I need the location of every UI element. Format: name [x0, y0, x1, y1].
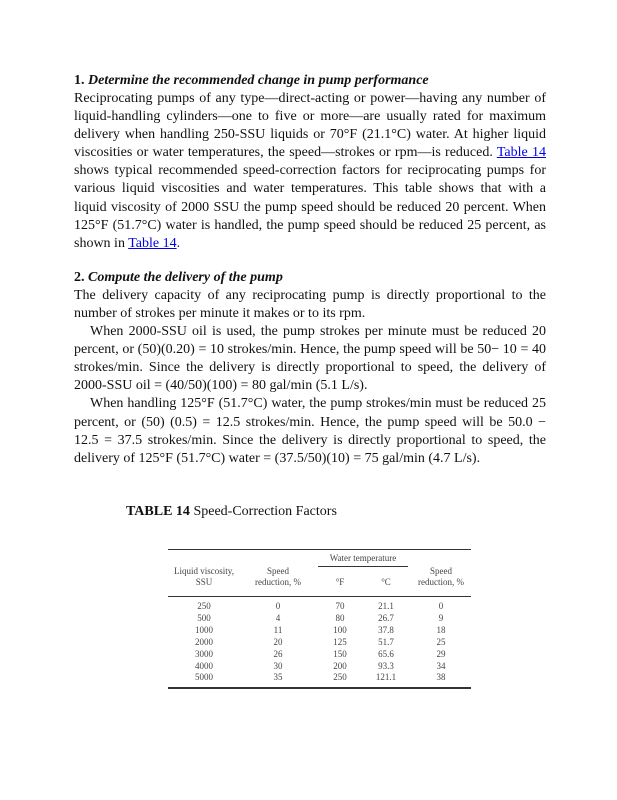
- table-group-rule: [318, 566, 408, 567]
- table-cell-celsius: 93.3: [378, 660, 394, 671]
- document-body: [74, 72, 546, 468]
- table-cell-speed-reduction-1: 0: [275, 601, 281, 611]
- table-cell-speed-reduction-2: 0: [438, 601, 444, 611]
- table-cell-speed-reduction-1: 35: [273, 672, 283, 683]
- section-1-title: Determine the recommended change in pump performance: [88, 73, 429, 88]
- col-header-viscosity-line2: SSU: [195, 577, 213, 587]
- table-cell-celsius: 121.1: [375, 672, 397, 683]
- section-2-number: 2.: [74, 269, 85, 285]
- table-cell-speed-reduction-1: 20: [273, 636, 283, 647]
- table-cell-viscosity: 4000: [195, 660, 213, 671]
- col-header-speed-reduction-1: [248, 566, 308, 588]
- table-14-link-2[interactable]: Table 14: [128, 235, 177, 251]
- col-header-fahrenheit: °F: [335, 577, 345, 587]
- col-header-speed-reduction-2-line1: Speed: [430, 566, 452, 576]
- table-cell-speed-reduction-2: 25: [436, 636, 446, 647]
- section-2-title: Compute the delivery of the pump: [88, 269, 283, 285]
- table-cell-speed-reduction-1: 11: [273, 624, 283, 635]
- col-header-speed-reduction-2: [411, 566, 471, 588]
- table-cell-fahrenheit: 250: [333, 672, 347, 683]
- table-cell-fahrenheit: 100: [333, 624, 347, 635]
- section-1-text-c: .: [176, 235, 181, 251]
- table-top-rule: [168, 549, 471, 550]
- table-cell-speed-reduction-2: 9: [438, 612, 444, 623]
- table-cell-fahrenheit: 150: [333, 648, 347, 659]
- table-header-rule: [168, 596, 471, 597]
- table-cell-fahrenheit: 125: [333, 636, 347, 647]
- table-bottom-rule: [168, 687, 471, 689]
- section-2-paragraph-3: When handling 125°F (51.7°C) water, the pump strokes/min must be reduced 25 percent, or (50) (0.5) = 12.5 strokes/min. Hence, the pump speed will be 50.0 − 12.5 = 37.5 strokes/min. Since the delivery is directly proportional to speed, the delivery of 125°F (51.7°C) water = (37.5/50)(10) = 75 gal/min (4.7 L/s).: [74, 396, 546, 466]
- section-1-paragraph: [74, 90, 546, 253]
- table-cell-celsius: 26.7: [378, 612, 394, 623]
- section-2-heading: [74, 269, 546, 287]
- spacer: [74, 253, 546, 269]
- table-cell-celsius: 21.1: [378, 601, 394, 611]
- table-cell-celsius: 51.7: [378, 636, 394, 647]
- table-cell-speed-reduction-2: 38: [436, 672, 446, 683]
- section-2-paragraph-1: The delivery capacity of any reciprocating pump is directly proportional to the number of strokes per minute it makes or to its rpm.: [74, 287, 546, 321]
- table-cell-speed-reduction-2: 34: [436, 660, 446, 671]
- table-cell-fahrenheit: 200: [333, 660, 347, 671]
- table-cell-speed-reduction-1: 4: [275, 612, 281, 623]
- table-cell-speed-reduction-2: 29: [436, 648, 446, 659]
- table-cell-fahrenheit: 80: [335, 612, 345, 623]
- section-2-paragraph-2: When 2000-SSU oil is used, the pump strokes per minute must be reduced 20 percent, or (50)(0.20) = 10 strokes/min. Hence, the pump speed will be 50− 10 = 40 strokes/min. Since the delivery is directly proportional to speed, the delivery of 2000-SSU oil = (40/50)(100) = 80 gal/min (5.1 L/s).: [74, 324, 546, 394]
- table-cell-speed-reduction-1: 26: [273, 648, 283, 659]
- table-caption: [126, 503, 337, 521]
- col-header-speed-reduction-1-line2: reduction, %: [255, 577, 301, 587]
- table-cell-fahrenheit: 70: [335, 601, 345, 611]
- section-1-heading: [74, 72, 546, 90]
- section-1-text-b: shows typical recommended speed-correction factors for reciprocating pumps for various liquid viscosities and water temperatures. This table shows that with a liquid viscosity of 2000 SSU the pump speed should be reduced 20 percent. When 125°F (51.7°C) water is handled, the pump speed should be reduced 25 percent, as shown in: [74, 163, 546, 251]
- col-header-speed-reduction-1-line1: Speed: [267, 566, 289, 576]
- table-cell-speed-reduction-2: 18: [436, 624, 446, 635]
- table-cell-viscosity: 1000: [195, 624, 213, 635]
- section-1-number: 1.: [74, 73, 85, 88]
- table-caption-label: TABLE 14: [126, 504, 190, 519]
- table-caption-title: Speed-Correction Factors: [193, 504, 337, 519]
- col-header-viscosity: [164, 566, 244, 588]
- table-cell-viscosity: 5000: [195, 672, 213, 683]
- col-header-celsius: °C: [381, 577, 391, 587]
- col-header-viscosity-line1: Liquid viscosity,: [174, 566, 234, 576]
- table-cell-speed-reduction-1: 30: [273, 660, 283, 671]
- table-cell-viscosity: 500: [197, 612, 211, 623]
- group-header-water-temperature: Water temperature: [329, 553, 397, 563]
- table-14-link-1[interactable]: Table 14: [496, 145, 546, 161]
- section-1-text-a: Reciprocating pumps of any type—direct-acting or power—having any number of liquid-handling cylinders—one to five or more—are usually rated for maximum delivery when handling 250-SSU liquids or 70°F (21.1°C) water. At higher liquid viscosities or water temperatures, the speed—strokes or rpm—is reduced.: [74, 91, 546, 161]
- table-cell-viscosity: 3000: [195, 648, 213, 659]
- table-cell-viscosity: 2000: [195, 636, 213, 647]
- col-header-speed-reduction-2-line2: reduction, %: [418, 577, 464, 587]
- table-cell-celsius: 65.6: [378, 648, 394, 659]
- table-cell-viscosity: 250: [197, 601, 211, 611]
- table-cell-celsius: 37.8: [378, 624, 394, 635]
